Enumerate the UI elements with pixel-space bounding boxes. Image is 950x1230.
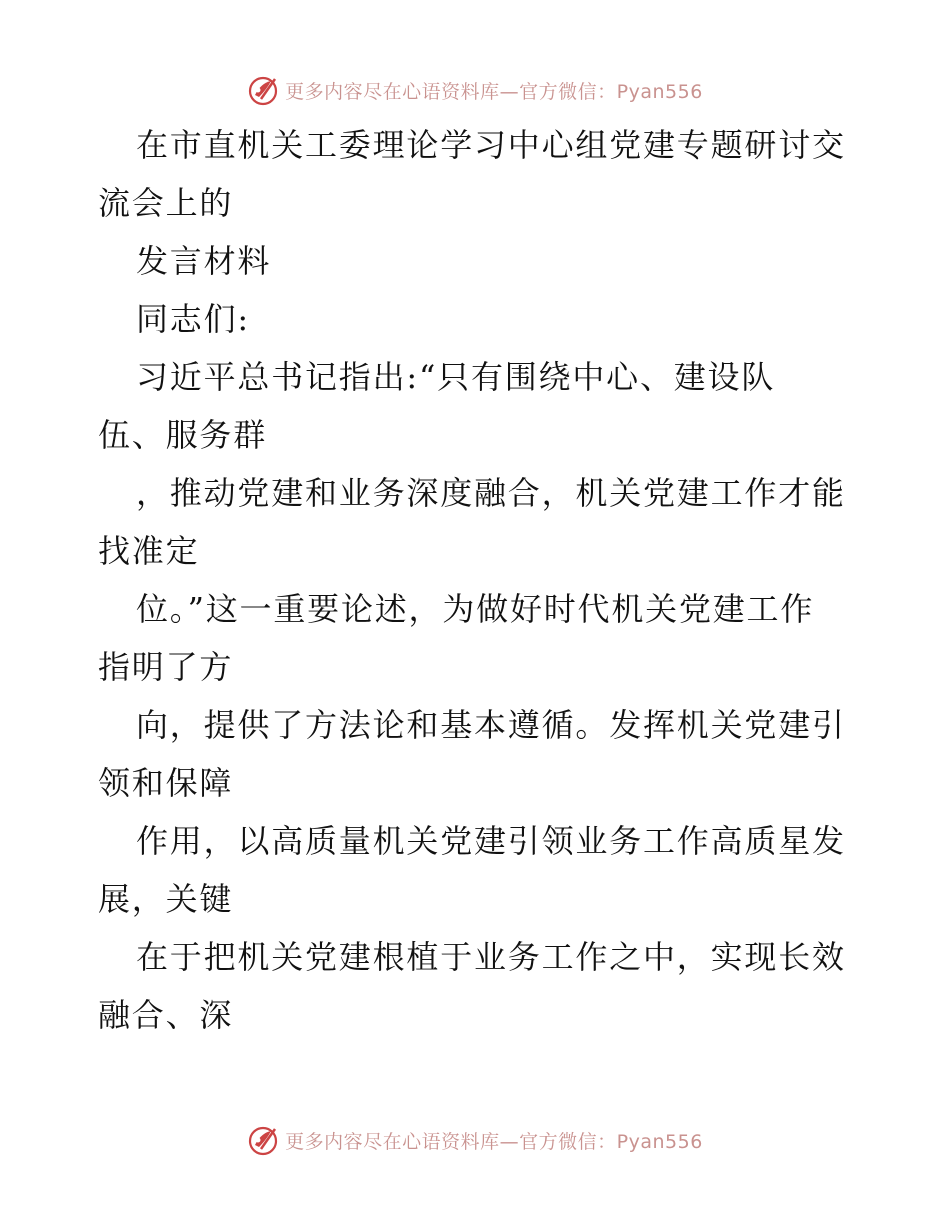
line-12: 领和保障 xyxy=(98,764,234,802)
line-14: 展，关键 xyxy=(98,880,234,918)
line-10: 指明了方 xyxy=(98,648,234,686)
line-5: 习近平总书记指出:“只有围绕中心、建设队 xyxy=(136,358,776,396)
line-8: 找准定 xyxy=(98,532,200,570)
line-9: 位。”这一重要论述，为做好时代机关党建工作 xyxy=(136,590,815,628)
brand-logo-icon xyxy=(247,73,281,107)
line-1: 在市直机关工委理论学习中心组党建专题研讨交 xyxy=(136,126,846,164)
footer-banner-text: 更多内容尽在心语资料库—官方微信：Pyan556 xyxy=(285,1130,703,1153)
line-3: 发言材料 xyxy=(136,242,272,280)
line-16: 融合、深 xyxy=(98,996,234,1034)
line-7: ，推动党建和业务深度融合，机关党建工作才能 xyxy=(136,474,846,512)
header-watermark-banner xyxy=(0,70,950,110)
document-body xyxy=(98,116,858,1044)
line-13: 作用，以高质量机关党建引领业务工作高质星发 xyxy=(136,822,846,860)
line-6: 伍、服务群 xyxy=(98,416,268,454)
line-4: 同志们: xyxy=(136,300,250,338)
header-banner-text: 更多内容尽在心语资料库—官方微信：Pyan556 xyxy=(285,80,703,103)
line-15: 在于把机关党建根植于业务工作之中，实现长效 xyxy=(136,938,846,976)
footer-watermark-banner xyxy=(0,1120,950,1160)
line-2: 流会上的 xyxy=(98,184,234,222)
brand-logo-icon xyxy=(247,1123,281,1157)
line-11: 向，提供了方法论和基本遵循。发挥机关党建引 xyxy=(136,706,846,744)
